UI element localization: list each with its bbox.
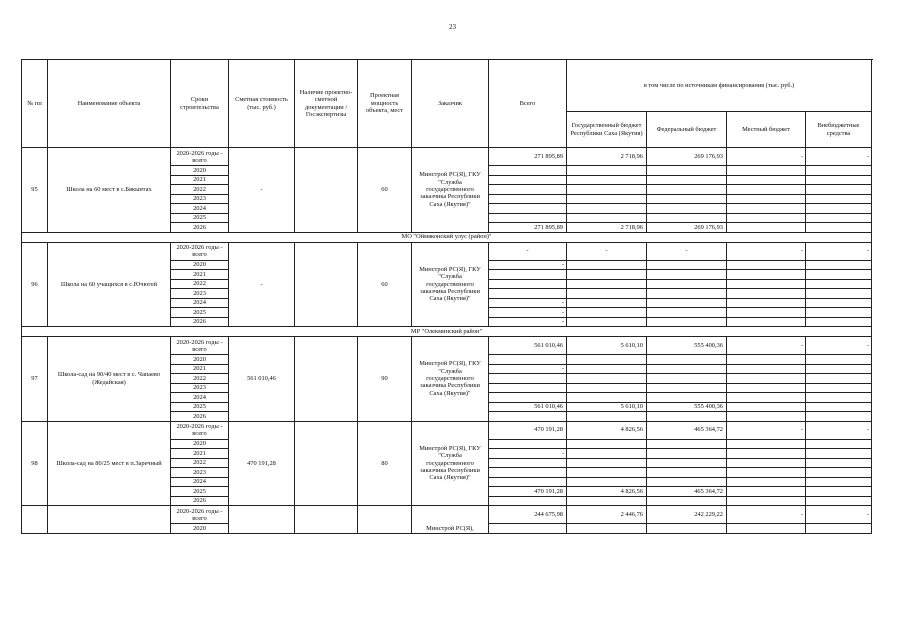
cell-off [806,289,872,299]
cell-empty [806,524,872,534]
cell-state [567,393,647,403]
cell-federal: 269 176,93 [647,148,727,166]
cell-total: 271 895,89 [489,223,567,233]
header-state: Государственный бюджет Республики Саха (Якутия) [567,112,647,148]
object-customer: Минстрой РС(Я), ГКУ "Служба государственного заказчика Республики Саха (Якутия)" [412,148,489,233]
cell-total: - [489,317,567,327]
year-cell: 2023 [171,383,229,393]
cell-total: 470 191,28 [489,487,567,497]
cell-local [727,194,806,204]
cell-local [727,458,806,468]
cell-state [567,166,647,176]
cell-total [489,204,567,214]
header-local: Местный бюджет [727,112,806,148]
cell-off: - [806,242,872,260]
cell-off [806,439,872,449]
cell-local: - [727,242,806,260]
table-row [22,337,872,355]
cell-total: 561 010,46 [489,337,567,355]
period-label: 2020-2026 годы - всего [171,337,229,355]
cell-total [489,393,567,403]
cell-off [806,194,872,204]
cell-off [806,175,872,185]
year-cell: 2026 [171,412,229,422]
cell-federal [647,175,727,185]
cell-total [489,468,567,478]
cell-total [489,166,567,176]
object-customer: Минстрой РС(Я), [412,506,489,534]
cell-total [489,279,567,289]
object-name: Школа на 60 мест в с.Бякынтах [48,148,171,233]
cell-state [567,355,647,365]
cell-local: - [727,506,806,524]
cell-local [727,477,806,487]
cell-federal [647,383,727,393]
cell-state [567,374,647,384]
cell-federal: 465 364,72 [647,487,727,497]
cell-total: 561 010,46 [489,402,567,412]
cell-local [727,383,806,393]
cell-off: - [806,337,872,355]
cell-off [806,496,872,506]
cell-total [489,439,567,449]
year-cell: 2020 [171,439,229,449]
cell-federal [647,449,727,459]
cell-empty [567,524,647,534]
cell-state [567,194,647,204]
cell-off [806,412,872,422]
year-cell: 2025 [171,487,229,497]
cell-federal: 269 176,93 [647,223,727,233]
cell-federal [647,477,727,487]
header-docs: Наличие проектно-сметной документации /Госэкспертизы [295,60,358,148]
cell-off [806,393,872,403]
cell-local [727,270,806,280]
year-cell: 2024 [171,204,229,214]
cell-state [567,496,647,506]
object-docs [295,506,358,534]
cell-state [567,383,647,393]
year-cell: 2020 [171,166,229,176]
object-cost: - [229,242,295,327]
cell-total: - [489,298,567,308]
cell-off [806,298,872,308]
cell-state [567,204,647,214]
year-cell: 2026 [171,223,229,233]
cell-federal [647,412,727,422]
header-offbudget: Внебюджетные средства [806,112,872,148]
cell-off [806,279,872,289]
cell-off [806,270,872,280]
header-federal: Федеральный бюджет [647,112,727,148]
cell-federal: 555 400,36 [647,402,727,412]
cell-off [806,487,872,497]
object-docs [295,337,358,422]
cell-off [806,204,872,214]
cell-off [806,166,872,176]
cell-off [806,260,872,270]
cell-local [727,412,806,422]
cell-local [727,175,806,185]
cell-total [489,383,567,393]
cell-federal [647,317,727,327]
cell-total: - [489,242,567,260]
header-sources: в том числе по источникам финансирования (тыс. руб.) [567,60,872,112]
period-label: 2020-2026 годы - всего [171,421,229,439]
cell-total: - [489,308,567,318]
cell-state [567,270,647,280]
cell-federal [647,458,727,468]
cell-federal [647,185,727,195]
cell-federal [647,468,727,478]
year-cell: 2022 [171,279,229,289]
year-cell: 2021 [171,364,229,374]
object-number [22,506,48,534]
cell-local: - [727,148,806,166]
cell-off [806,383,872,393]
table-row [22,242,872,260]
cell-state: 4 826,56 [567,487,647,497]
cell-state: 5 610,10 [567,402,647,412]
table-row [22,506,872,524]
cell-local [727,223,806,233]
year-cell: 2024 [171,477,229,487]
cell-state [567,213,647,223]
object-name: Школа-сад на 90/40 мест в с. Чапаево (Жедайская) [48,337,171,422]
year-cell: 2022 [171,185,229,195]
page-number: 23 [449,23,456,31]
cell-state [567,412,647,422]
cell-federal [647,298,727,308]
cell-local [727,317,806,327]
cell-total [489,374,567,384]
cell-local [727,402,806,412]
object-name: Школа-сад на 80/25 мест в п.Заречный [48,421,171,506]
cell-federal [647,439,727,449]
header-customer: Заказчик [412,60,489,148]
cell-local [727,487,806,497]
year-cell: 2026 [171,317,229,327]
cell-local [727,439,806,449]
cell-local [727,185,806,195]
cell-total [489,194,567,204]
object-docs [295,148,358,233]
object-docs [295,242,358,327]
cell-total [489,458,567,468]
object-name: Школа на 60 учащихся в с.Ючюгей [48,242,171,327]
cell-federal [647,364,727,374]
cell-federal [647,289,727,299]
object-capacity: 60 [358,242,412,327]
cell-federal [647,213,727,223]
object-cost: 470 191,28 [229,421,295,506]
year-cell: 2020 [171,260,229,270]
year-cell: 2025 [171,402,229,412]
object-number: 98 [22,421,48,506]
cell-total: - [489,260,567,270]
cell-total [489,185,567,195]
header-cost: Сметная стоимость (тыс. руб.) [229,60,295,148]
year-cell: 2021 [171,175,229,185]
cell-off [806,223,872,233]
object-number: 95 [22,148,48,233]
cell-federal [647,355,727,365]
cell-federal: - [647,242,727,260]
cell-local [727,279,806,289]
cell-total [489,496,567,506]
cell-off: - [806,506,872,524]
object-capacity [358,506,412,534]
cell-state [567,279,647,289]
cell-total: - [489,364,567,374]
object-capacity: 60 [358,148,412,233]
year-cell: 2023 [171,194,229,204]
object-customer: Минстрой РС(Я), ГКУ "Служба государственного заказчика Республики Саха (Якутия)" [412,337,489,422]
object-number: 97 [22,337,48,422]
cell-state [567,439,647,449]
header-total: Всего [489,60,567,148]
cell-off [806,468,872,478]
cell-off: - [806,421,872,439]
cell-federal: 555 400,36 [647,337,727,355]
cell-off [806,185,872,195]
cell-total [489,270,567,280]
cell-total [489,289,567,299]
cell-off [806,213,872,223]
cell-federal: 465 364,72 [647,421,727,439]
cell-state [567,458,647,468]
table-row [22,421,872,439]
period-label: 2020-2026 годы - всего [171,148,229,166]
cell-total: 271 895,89 [489,148,567,166]
cell-state [567,477,647,487]
cell-local [727,298,806,308]
object-capacity: 90 [358,337,412,422]
cell-off [806,374,872,384]
section-title: МР "Олекминский район" [22,327,872,337]
cell-federal [647,393,727,403]
cell-total: 470 191,28 [489,421,567,439]
cell-total [489,213,567,223]
cell-empty [489,524,567,534]
cell-local: - [727,337,806,355]
cell-local [727,204,806,214]
cell-local [727,364,806,374]
cell-federal [647,166,727,176]
cell-state [567,289,647,299]
cell-local [727,289,806,299]
cell-federal [647,279,727,289]
object-number: 96 [22,242,48,327]
header-capacity: Проектная мощность объекта, мест [358,60,412,148]
cell-local: - [727,421,806,439]
cell-local [727,468,806,478]
table-row [22,148,872,166]
cell-federal [647,308,727,318]
cell-local [727,393,806,403]
cell-local [727,496,806,506]
cell-state: 2 718,96 [567,223,647,233]
header-num: № пп [22,60,48,148]
cell-federal [647,194,727,204]
object-customer: Минстрой РС(Я), ГКУ "Служба государственного заказчика Республики Саха (Якутия)" [412,421,489,506]
year-cell: 2026 [171,496,229,506]
cell-off [806,449,872,459]
cell-local [727,374,806,384]
cell-off [806,355,872,365]
cell-state: - [567,242,647,260]
cell-state [567,468,647,478]
year-cell: 2025 [171,308,229,318]
object-capacity: 80 [358,421,412,506]
year-cell: 2022 [171,458,229,468]
cell-total [489,477,567,487]
cell-federal [647,260,727,270]
year-cell: 2023 [171,289,229,299]
year-cell: 2021 [171,449,229,459]
cell-empty [727,524,806,534]
cell-federal [647,496,727,506]
section-title: МО "Оймяконский улус (район)" [22,232,872,242]
cell-state [567,317,647,327]
cell-off [806,477,872,487]
financing-table [21,59,872,534]
header-row-1 [22,60,872,112]
section-row [22,232,872,242]
year-cell: 2024 [171,298,229,308]
cell-off [806,458,872,468]
cell-local [727,355,806,365]
header-years: Сроки строительства [171,60,229,148]
year-cell: 2024 [171,393,229,403]
header-name: Наименование объекта [48,60,171,148]
year-cell: 2023 [171,468,229,478]
cell-off [806,317,872,327]
cell-state [567,364,647,374]
period-label: 2020-2026 годы - всего [171,242,229,260]
cell-state [567,298,647,308]
period-label: 2020-2026 годы - всего [171,506,229,524]
cell-total: 244 675,98 [489,506,567,524]
cell-local [727,449,806,459]
cell-federal [647,204,727,214]
cell-state: 2 718,96 [567,148,647,166]
cell-state [567,185,647,195]
year-cell: 2021 [171,270,229,280]
object-cost: - [229,148,295,233]
year-cell: 2025 [171,213,229,223]
cell-local [727,308,806,318]
cell-federal [647,270,727,280]
cell-total: - [489,449,567,459]
cell-local [727,260,806,270]
cell-state: 5 610,10 [567,337,647,355]
cell-state [567,449,647,459]
cell-state [567,175,647,185]
object-docs [295,421,358,506]
cell-state [567,308,647,318]
year-cell: 2020 [171,524,229,534]
cell-empty [647,524,727,534]
cell-total [489,355,567,365]
year-cell: 2020 [171,355,229,365]
cell-federal [647,374,727,384]
object-cost: 561 010,46 [229,337,295,422]
cell-off: - [806,148,872,166]
object-name [48,506,171,534]
cell-off [806,308,872,318]
cell-local [727,213,806,223]
section-row [22,327,872,337]
cell-local [727,166,806,176]
cell-federal: 242 229,22 [647,506,727,524]
cell-total [489,175,567,185]
object-customer: Минстрой РС(Я), ГКУ "Служба государственного заказчика Республики Саха (Якутия)" [412,242,489,327]
cell-state: 4 826,56 [567,421,647,439]
cell-total [489,412,567,422]
cell-state: 2 446,76 [567,506,647,524]
cell-state [567,260,647,270]
year-cell: 2022 [171,374,229,384]
cell-off [806,402,872,412]
object-cost [229,506,295,534]
cell-off [806,364,872,374]
